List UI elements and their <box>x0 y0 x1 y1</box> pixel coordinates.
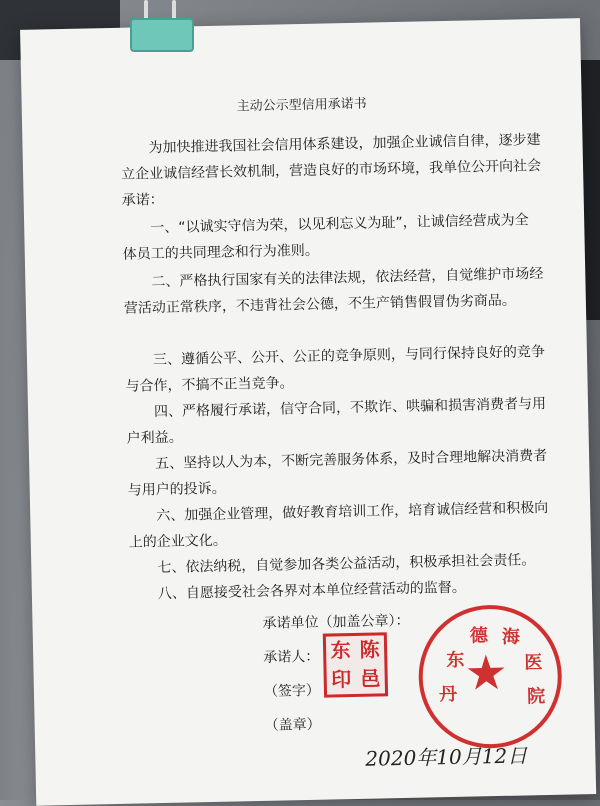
seal-char: 东 <box>330 638 351 663</box>
seal-text-5: 医 <box>524 652 543 674</box>
paragraph-5: 五、坚持以人为本，不断完善服务体系，及时合理地解决消费者与用户的投诉。 <box>127 447 548 499</box>
unit-label: 承诺单位（加盖公章）： <box>262 612 410 632</box>
paragraph-1: 一、“以诚实守信为荣，以见利忘义为耻”，让诚信经营成为全体员工的共同理念和行为准则。 <box>122 212 529 263</box>
seal-char: 印 <box>330 667 352 692</box>
paragraph-2: 二、严格执行国家有关的法律法规，依法经营，自觉维护市场经营活动正常秩序，不违背社会公德，不生产销售假冒伪劣商品。 <box>123 265 544 317</box>
date-handwritten: 2020年10月12日 <box>365 743 528 771</box>
paragraph-4: 四、严格履行承诺，信守合同，不欺诈、哄骗和损害消费者与用户利益。 <box>126 395 547 447</box>
document-title: 主动公示型信用承诺书 <box>236 96 367 115</box>
company-seal <box>417 604 563 750</box>
paragraph-intro: 为加快推进我国社会信用体系建设，加强企业诚信自律，逐步建立企业诚信经营长效机制，营造良好的市场环境，我单位公开向社会承诺： <box>120 131 542 209</box>
seal-char: 陈 <box>359 637 380 662</box>
document-page <box>20 18 596 806</box>
seal-text-3: 德 <box>469 625 489 647</box>
seal-star-icon: ★ <box>464 644 509 702</box>
seal-text-1: 丹 <box>438 683 458 706</box>
binder-clip <box>120 0 200 60</box>
seal-text-4: 海 <box>501 626 521 648</box>
paragraph-7: 七、依法纳税，自觉参加各类公益活动，积极承担社会责任。 <box>157 552 536 577</box>
sign-label: （签字） <box>263 682 321 700</box>
stamp-label: （盖章） <box>264 716 321 734</box>
paragraph-8: 八、自愿接受社会各界对本单位经营活动的监督。 <box>157 579 467 603</box>
seal-text-2: 东 <box>446 649 465 672</box>
person-label: 承诺人： <box>263 648 320 666</box>
paragraph-3: 三、遵循公平、公开、公正的竞争原则，与同行保持良好的竞争与合作，不搞不正当竞争。 <box>125 343 546 395</box>
seal-text-6: 院 <box>526 686 546 708</box>
personal-seal <box>323 632 388 697</box>
seal-char: 邑 <box>359 666 381 691</box>
paragraph-6: 六、加强企业管理，做好教育培训工作，培育诚信经营和积极向上的企业文化。 <box>128 499 549 551</box>
